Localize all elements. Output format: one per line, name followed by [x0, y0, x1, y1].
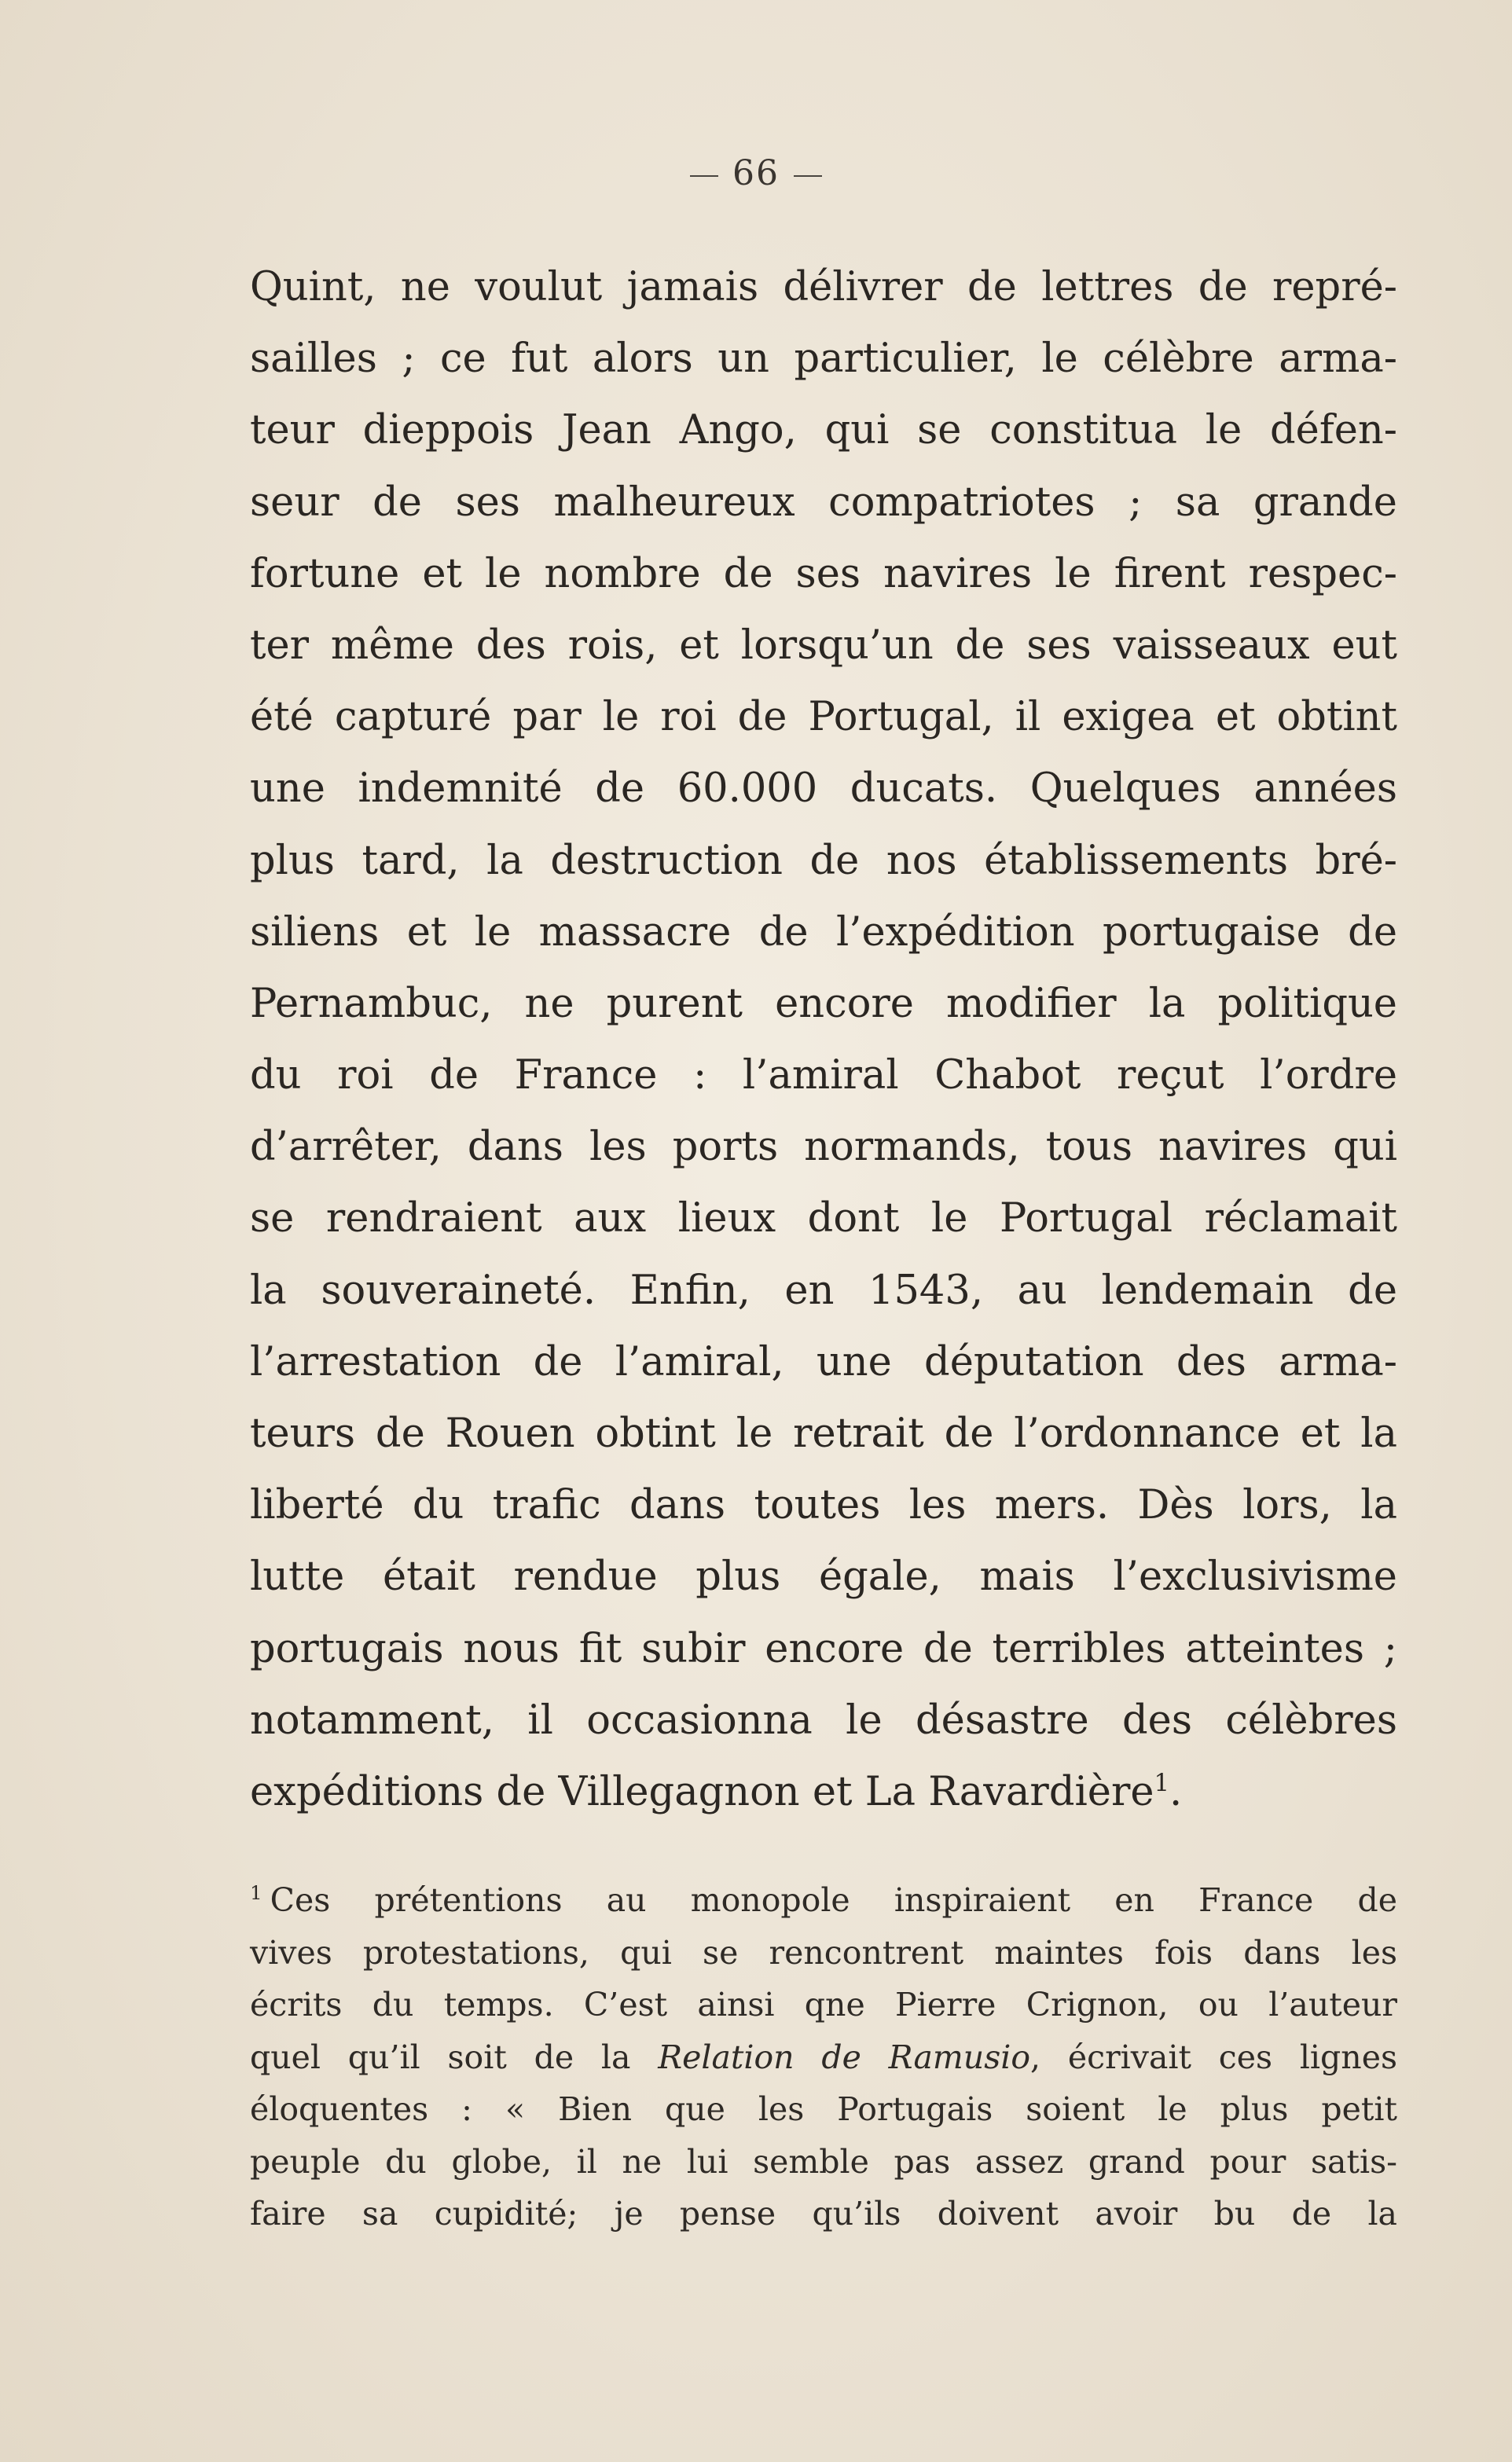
dash-left — [690, 175, 718, 177]
text-line: du roi de France : l’amiral Chabot reçut l’ordre — [250, 1052, 1397, 1099]
text-line: ter même des rois, et lorsqu’un de ses vaisseaux eut — [250, 622, 1397, 669]
text-line: d’arrêter, dans les ports normands, tous navires qui — [250, 1124, 1397, 1171]
text-line: fortune et le nombre de ses navires le firent respec- — [250, 550, 1397, 597]
footnote-line: peuple du globe, il ne lui semble pas assez grand pour satis- — [250, 2142, 1397, 2181]
text-line: la souveraineté. Enfin, en 1543, au lendemain de — [250, 1267, 1397, 1314]
main-paragraph — [250, 251, 1397, 1828]
last-line-period: . — [1169, 1768, 1183, 1815]
text-line: Quint, ne voulut jamais délivrer de lettres de repré- — [250, 264, 1397, 310]
text-line: portugais nous fit subir encore de terribles atteintes ; — [250, 1625, 1397, 1672]
cited-work-title: Relation de Ramusio — [658, 2038, 1031, 2076]
text-line: teur dieppois Jean Ango, qui se constitua le défen- — [250, 407, 1397, 454]
text-line: l’arrestation de l’amiral, une députation des arma- — [250, 1338, 1397, 1385]
dash-right — [794, 175, 822, 177]
text-line: seur de ses malheureux compatriotes ; sa grande — [250, 479, 1397, 526]
text-line: été capturé par le roi de Portugal, il exigea et obtint — [250, 694, 1397, 741]
footnote-text: quel qu’il soit de la — [250, 2038, 659, 2076]
text-line-last — [250, 1756, 1397, 1828]
text-line: lutte était rendue plus égale, mais l’exclusivisme — [250, 1554, 1397, 1601]
text-line: sailles ; ce fut alors un particulier, le célèbre arma- — [250, 336, 1397, 383]
footnote-line — [250, 2031, 1397, 2084]
page-number-value: 66 — [732, 153, 780, 193]
footnote-line: écrits du temps. C’est ainsi qne Pierre Crignon, ou l’auteur — [250, 1986, 1397, 2024]
footnote-line: vives protestations, qui se rencontrent maintes fois dans les — [250, 1933, 1397, 1972]
text-line: liberté du trafic dans toutes les mers. Dès lors, la — [250, 1482, 1397, 1529]
footnote-text: , écrivait ces lignes — [1030, 2038, 1397, 2076]
text-line: notamment, il occasionna le désastre des célèbres — [250, 1697, 1397, 1744]
text-line: siliens et le massacre de l’expédition portugaise de — [250, 908, 1397, 956]
footnote-line: faire sa cupidité; je pense qu’ils doivent avoir bu de la — [250, 2195, 1397, 2233]
footnote-line-text: Ces prétentions au monopole inspiraient en France de — [270, 1881, 1397, 1919]
text-line: une indemnité de 60.000 ducats. Quelques années — [250, 765, 1397, 813]
footnote-line — [250, 1874, 1397, 1927]
footnote-reference[interactable]: 1 — [1154, 1769, 1169, 1797]
page-number — [0, 153, 1512, 193]
last-line-text: expéditions de Villegagnon et La Ravardière — [250, 1768, 1154, 1815]
footnote-line: éloquentes : « Bien que les Portugais soient le plus petit — [250, 2090, 1397, 2128]
text-line: Pernambuc, ne purent encore modifier la politique — [250, 980, 1397, 1027]
footnote-marker: 1 — [250, 1881, 262, 1905]
text-line: teurs de Rouen obtint le retrait de l’ordonnance et la — [250, 1411, 1397, 1457]
text-line: plus tard, la destruction de nos établissements bré- — [250, 837, 1397, 884]
text-line: se rendraient aux lieux dont le Portugal réclamait — [250, 1195, 1397, 1242]
footnote — [250, 1874, 1397, 2240]
